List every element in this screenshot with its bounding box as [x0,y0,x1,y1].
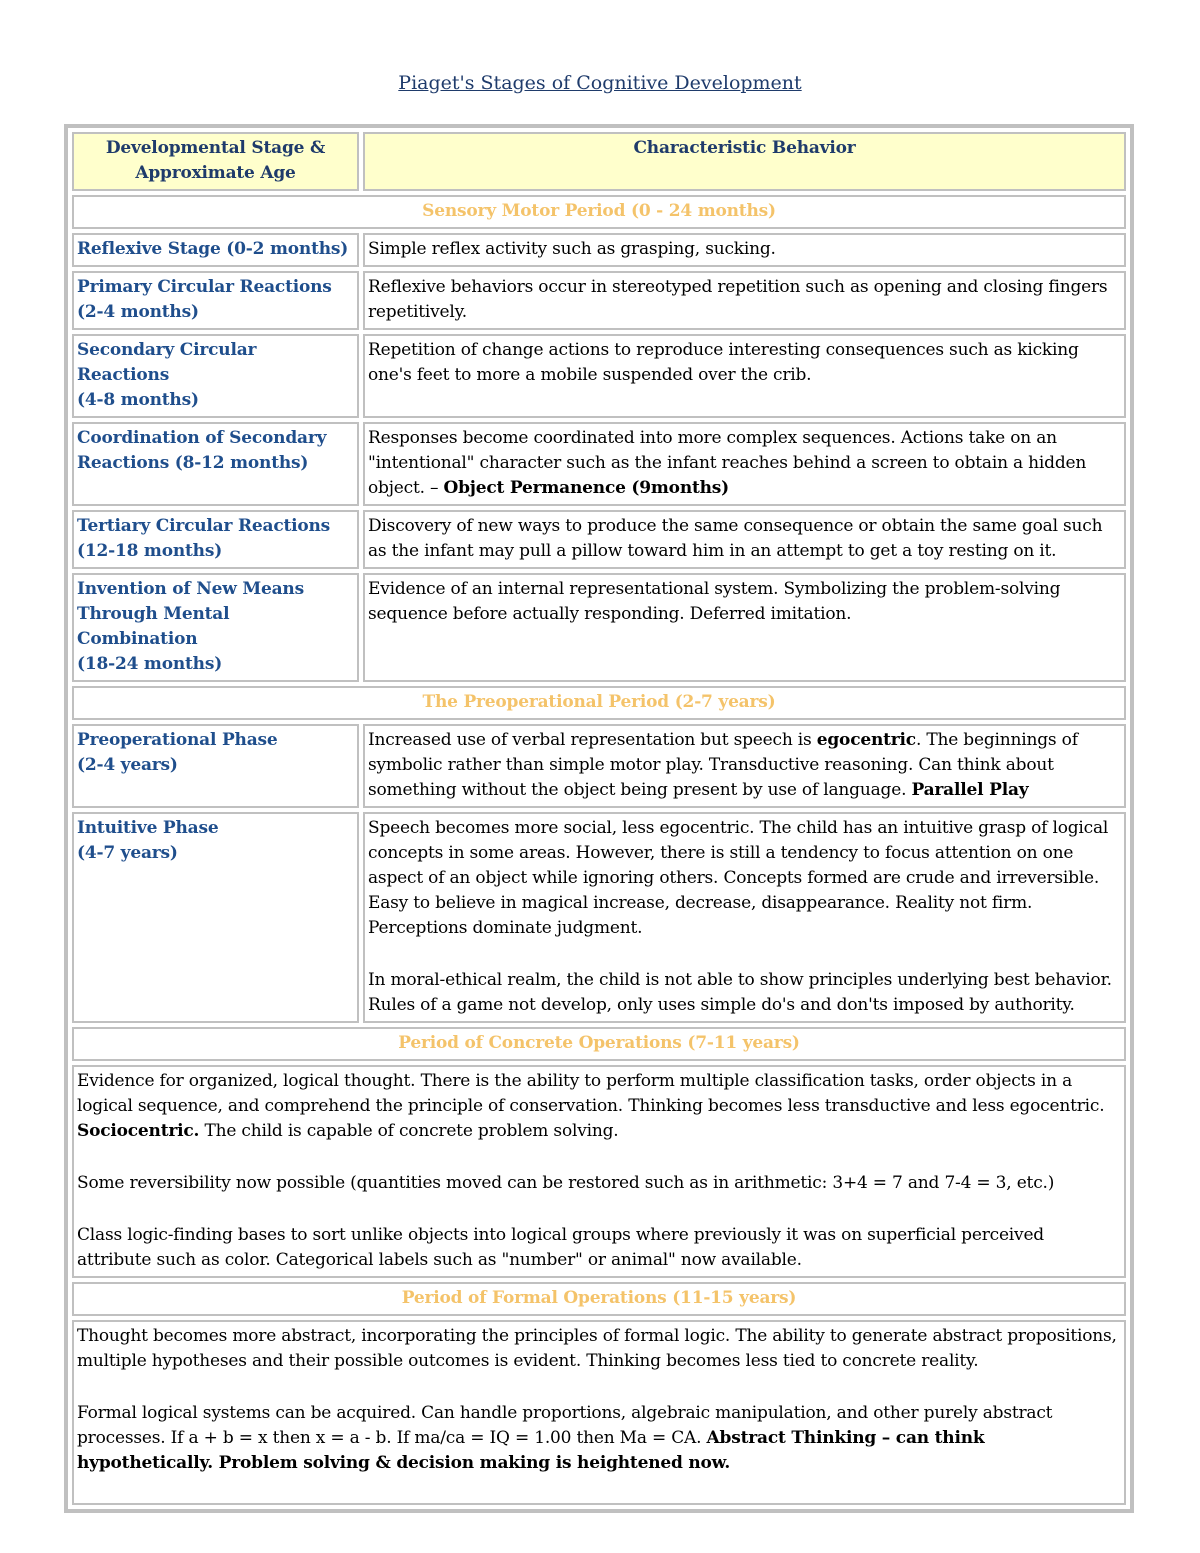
concrete-description-row [72,1065,1126,1278]
table-row [72,422,1126,506]
stage-age: Reactions (8-12 months) [77,453,309,473]
stage-cell [72,724,359,808]
concrete-paragraph-1 [77,1069,1121,1144]
stage-age: (12-18 months) [77,541,223,561]
stage-cell [72,233,359,267]
behavior-cell [363,812,1126,1023]
formal-paragraph-2 [77,1401,1121,1476]
formal-text: Formal logical systems can be acquired. Can handle proportions, algebraic manipulation, and other purely abstract processes. If a + b = x then x = a - b. If ma/ca = IQ = 1.00 then Ma = CA. [77,1403,1053,1448]
behavior-text: Responses become coordinated into more complex sequences. Actions take on an "intentional" character such as the infant reaches behind a screen to obtain a hidden object. – [368,428,1087,498]
period-title-preoperational: The Preoperational Period (2-7 years) [72,686,1126,720]
stage-name: Reflexive Stage (0-2 months) [77,239,349,259]
table-row [72,573,1126,682]
stage-cell [72,510,359,569]
concrete-text: Evidence for organized, logical thought. There is the ability to perform multiple classification tasks, order objects in a logical sequence, and comprehend the principle of conservation. Thinking becomes less transductive and less egocentric. [77,1071,1105,1116]
period-row-preoperational [72,686,1126,720]
table-row [72,233,1126,267]
formal-emphasis: Abstract Thinking – can think hypothetically. Problem solving & decision making is heightened now. [77,1428,985,1473]
behavior-cell [363,422,1126,506]
stage-name: Secondary Circular Reactions [77,340,257,385]
stage-age: (2-4 years) [77,755,178,775]
concrete-paragraph-3: Class logic-finding bases to sort unlike objects into logical groups where previously it was on superficial perceived attribute such as color. Categorical labels such as "number" or animal" now available. [77,1225,1044,1270]
behavior-cell: Discovery of new ways to produce the same consequence or obtain the same goal such as the infant may pull a pillow toward him in an attempt to get a toy resting on it. [363,510,1126,569]
table-row [72,271,1126,330]
period-row-sensory [72,195,1126,229]
stage-cell [72,573,359,682]
behavior-emphasis: Parallel Play [911,780,1029,800]
stages-table [64,124,1134,1513]
behavior-cell: Reflexive behaviors occur in stereotyped repetition such as opening and closing fingers repetitively. [363,271,1126,330]
period-row-formal [72,1282,1126,1316]
stage-cell [72,812,359,1023]
behavior-emphasis: Object Permanence (9months) [443,478,730,498]
page-title: Piaget's Stages of Cognitive Development [398,72,802,94]
period-title-formal: Period of Formal Operations (11-15 years) [72,1282,1126,1316]
concrete-text-tail: The child is capable of concrete problem solving. [199,1121,619,1141]
table-row [72,510,1126,569]
table-row [72,334,1126,418]
stage-age: (2-4 months) [77,302,199,322]
behavior-cell: Repetition of change actions to reproduce interesting consequences such as kicking one's feet to more a mobile suspended over the crib. [363,334,1126,418]
behavior-paragraph: In moral-ethical realm, the child is not able to show principles underlying best behavior. Rules of a game not develop, only uses simple do's and don'ts imposed by authority. [368,970,1112,1015]
stage-name: Invention of New Means [77,579,304,599]
header-col1-line2: Approximate Age [135,163,296,183]
stage-cell [72,422,359,506]
table-row [72,812,1126,1023]
stage-age: (18-24 months) [77,654,223,674]
concrete-description [72,1065,1126,1278]
header-stage-age [72,132,359,191]
concrete-emphasis: Sociocentric. [77,1121,200,1141]
stage-age: (4-8 months) [77,390,199,410]
header-row [72,132,1126,191]
header-behavior: Characteristic Behavior [363,132,1126,191]
stage-cell [72,334,359,418]
formal-description [72,1320,1126,1505]
concrete-paragraph-2: Some reversibility now possible (quantities moved can be restored such as in arithmetic: 3+4 = 7 and 7-4 = 3, etc.) [77,1173,1055,1193]
behavior-cell: Simple reflex activity such as grasping, sucking. [363,233,1126,267]
formal-description-row [72,1320,1126,1505]
formal-paragraph-1: Thought becomes more abstract, incorporating the principles of formal logic. The ability to generate abstract propositions, multiple hypotheses and their possible outcomes is evident. Thinking becomes less tied to concrete reality. [77,1326,1117,1371]
stage-name: Intuitive Phase [77,818,219,838]
period-row-concrete [72,1027,1126,1061]
stage-name-cont: Through Mental Combination [77,604,230,649]
stage-name: Tertiary Circular Reactions [77,516,331,536]
behavior-text: . The beginnings of symbolic rather than simple motor play. Transductive reasoning. Can think about something without the object being present by use of language. [368,730,1078,800]
stage-name: Primary Circular Reactions [77,277,332,297]
stage-name: Coordination of Secondary [77,428,327,448]
header-col1-line1: Developmental Stage & [105,138,326,158]
stage-age: (4-7 years) [77,843,178,863]
behavior-text: Increased use of verbal representation but speech is [368,730,817,750]
table-row [72,724,1126,808]
behavior-emphasis: egocentric [816,730,916,750]
period-title-concrete: Period of Concrete Operations (7-11 years) [72,1027,1126,1061]
behavior-cell: Evidence of an internal representational system. Symbolizing the problem-solving sequence before actually responding. Deferred imitation. [363,573,1126,682]
behavior-cell [363,724,1126,808]
stage-name: Preoperational Phase [77,730,278,750]
period-title-sensory: Sensory Motor Period (0 - 24 months) [72,195,1126,229]
stage-cell [72,271,359,330]
behavior-paragraph: Speech becomes more social, less egocentric. The child has an intuitive grasp of logical concepts in some areas. However, there is still a tendency to focus attention on one aspect of an object while ignoring others. Concepts formed are crude and irreversible. Easy to believe in magical increase, decrease, disappearance. Reality not firm. Perceptions dominate judgment. [368,818,1109,938]
